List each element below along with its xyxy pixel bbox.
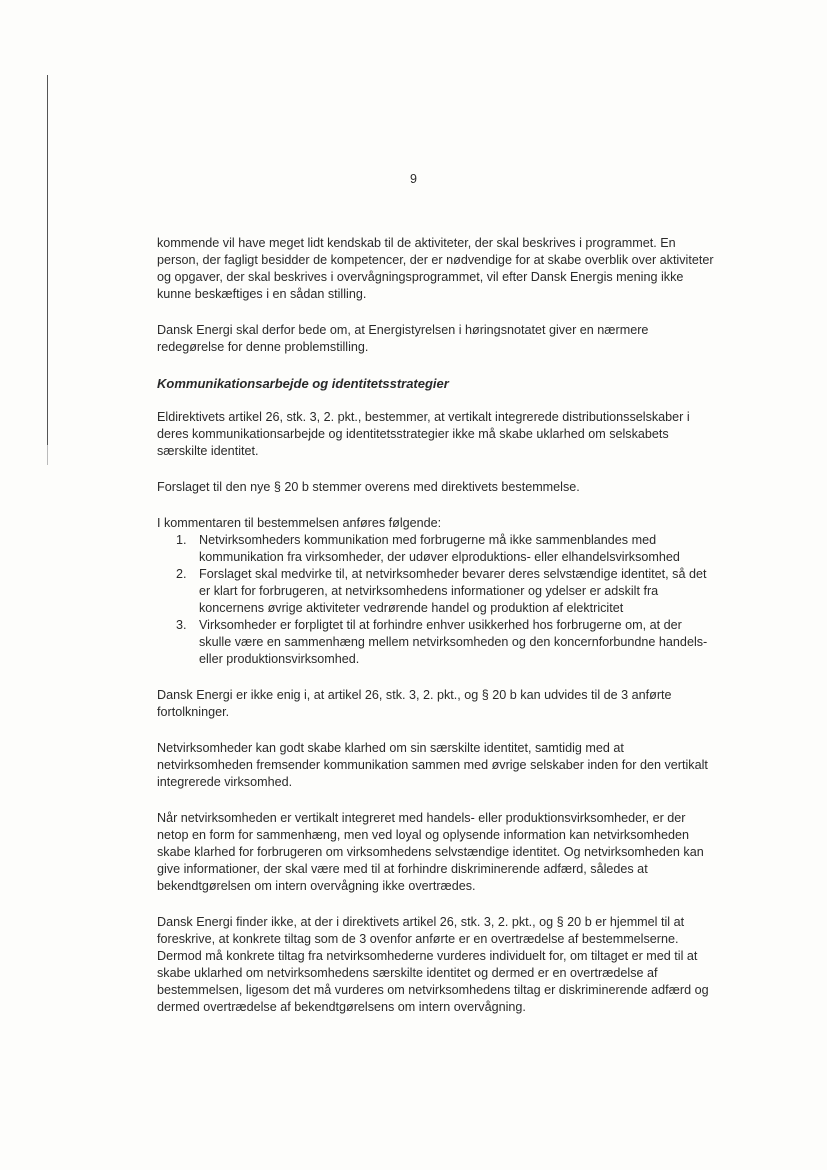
list-item-text: Forslaget skal medvirke til, at netvirksomheder bevarer deres selvstændige identitet, så det er klart for forbrugeren, at netvirksomhedens informationer og ydelser er adskilt fra koncernens øvrige aktiviteter vedrørende handel og produktion af elektricitet	[199, 567, 707, 615]
paragraph: kommende vil have meget lidt kendskab til de aktiviteter, der skal beskrives i programmet. En person, der fagligt besidder de kompetencer, der er nødvendige for at skabe overblik over aktiviteter og opgaver, der skal beskrives i overvågningsprogrammet, vil efter Dansk Energis mening ikke kunne beskæftiges i en sådan stilling.	[157, 236, 714, 301]
paragraph: Dansk Energi er ikke enig i, at artikel 26, stk. 3, 2. pkt., og § 20 b kan udvides til de 3 anførte fortolkninger.	[157, 688, 672, 719]
paragraph: Dansk Energi skal derfor bede om, at Energistyrelsen i høringsnotatet giver en nærmere redegørelse for denne problemstilling.	[157, 323, 649, 354]
margin-line-faint	[47, 445, 48, 465]
list-item-text: Virksomheder er forpligtet til at forhindre enhver usikkerhed hos forbrugerne om, at der skulle være en sammenhæng mellem netvirksomheden og den koncernforbundne handels- eller produktionsvirksomhed.	[199, 618, 708, 666]
list-number: 2.	[176, 567, 187, 581]
list-item-text: Netvirksomheders kommunikation med forbrugerne må ikke sammenblandes med kommunikation fra virksomheder, der udøver elproduktions- eller elhandelsvirksomhed	[199, 533, 680, 564]
list-item	[157, 566, 717, 617]
page-number: 9	[410, 172, 417, 186]
list-number: 1.	[176, 533, 187, 547]
list-number: 3.	[176, 618, 187, 632]
margin-line	[47, 75, 48, 445]
paragraph: Forslaget til den nye § 20 b stemmer overens med direktivets bestemmelse.	[157, 480, 580, 494]
list-intro: I kommentaren til bestemmelsen anføres følgende:	[157, 516, 442, 530]
list-item	[157, 532, 717, 566]
paragraph: Eldirektivets artikel 26, stk. 3, 2. pkt., bestemmer, at vertikalt integrerede distributionsselskaber i deres kommunikationsarbejde og identitetsstrategier ikke må skabe uklarhed om selskabets særskilte identitet.	[157, 410, 690, 458]
list-item	[157, 617, 717, 668]
paragraph: Dansk Energi finder ikke, at der i direktivets artikel 26, stk. 3, 2. pkt., og § 20 b er hjemmel til at foreskrive, at konkrete tiltag som de 3 ovenfor anførte er en overtrædelse af bestemmelserne. Dermod må konkrete tiltag fra netvirksomhederne vurderes individuelt for, om tiltaget er med til at skabe uklarhed om netvirksomhedens særskilte identitet og dermed er en overtrædelse af bestemmelsen, ligesom det må vurderes om netvirksomhedens tiltag er diskriminerende adfærd og dermed overtrædelse af bekendtgørelsens om intern overvågning.	[157, 915, 709, 1014]
document-body	[157, 235, 717, 1035]
section-heading: Kommunikationsarbejde og identitetsstrategier	[157, 376, 449, 391]
numbered-list	[157, 532, 717, 668]
paragraph: Når netvirksomheden er vertikalt integreret med handels- eller produktionsvirksomheder, er der netop en form for sammenhæng, men ved loyal og oplysende information kan netvirksomheden skabe klarhed for forbrugeren om virksomhedens selvstændige identitet. Og netvirksomheden kan give informationer, der skal være med til at forhindre diskriminerende adfærd, således at bekendtgørelsen om intern overvågning ikke overtrædes.	[157, 811, 704, 893]
paragraph: Netvirksomheder kan godt skabe klarhed om sin særskilte identitet, samtidig med at netvirksomheden fremsender kommunikation sammen med øvrige selskaber inden for den vertikalt integrerede virksomhed.	[157, 741, 708, 789]
